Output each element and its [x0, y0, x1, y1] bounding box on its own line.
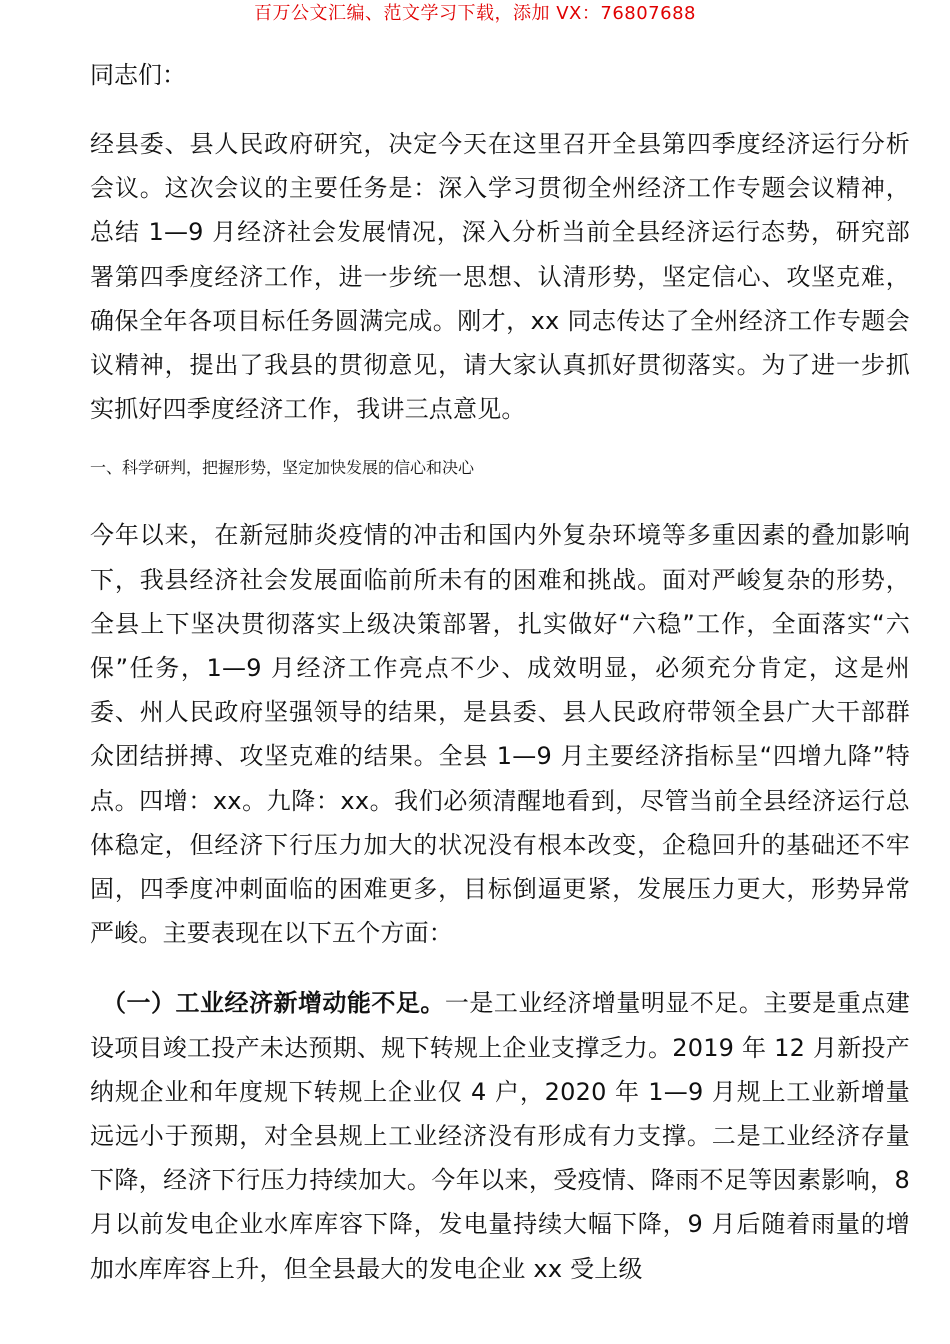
section-heading-1: 一、科学研判，把握形势，坚定加快发展的信心和决心: [90, 458, 475, 478]
subsection-heading-1: （一）工业经济新增动能不足。: [102, 989, 445, 1018]
greeting: 同志们：: [90, 61, 186, 89]
watermark-header: 百万公文汇编、范文学习下载，添加 VX：76807688: [254, 3, 696, 24]
paragraph-intro: 经县委、县人民政府研究，决定今天在这里召开全县第四季度经济运行分析会议。这次会议的主要任务是：深入学习贯彻全州经济工作专题会议精神，总结 1—9 月经济社会发展情况，深入分析当前全县经济运行态势，研究部署第四季度经济工作，进一步统一思想、认清形势，坚定信心、攻坚克难，确保全年各项目标任务圆满完成。刚才，xx 同志传达了全州经济工作专题会议精神，提出了我县的贯彻意见，请大家认真抓好贯彻落实。为了进一步抓实抓好四季度经济工作，我讲三点意见。: [90, 130, 910, 424]
paragraph-situation: 今年以来，在新冠肺炎疫情的冲击和国内外复杂环境等多重因素的叠加影响下，我县经济社会发展面临前所未有的困难和挑战。面对严峻复杂的形势，全县上下坚决贯彻落实上级决策部署，扎实做好“六稳”工作，全面落实“六保”任务，1—9 月经济工作亮点不少、成效明显，必须充分肯定，这是州委、州人民政府坚强领导的结果，是县委、县人民政府带领全县广大干部群众团结拼搏、攻坚克难的结果。全县 1—9 月主要经济指标呈“四增九降”特点。四增：xx。九降：xx。我们必须清醒地看到，尽管当前全县经济运行总体稳定，但经济下行压力加大的状况没有根本改变，企稳回升的基础还不牢固，四季度冲刺面临的困难更多，目标倒逼更紧，发展压力更大，形势异常严峻。主要表现在以下五个方面：: [90, 521, 910, 948]
paragraph-industry-text: 一是工业经济增量明显不足。主要是重点建设项目竣工投产未达预期、规下转规上企业支撑乏力。2019 年 12 月新投产纳规企业和年度规下转规上企业仅 4 户，2020 年 1—9 月规上工业新增量远远小于预期，对全县规上工业经济没有形成有力支撑。二是工业经济存量下降，经济下行压力持续加大。今年以来，受疫情、降雨不足等因素影响，8 月以前发电企业水库库容下降，发电量持续大幅下降，9 月后随着雨量的增加水库库容上升，但全县最大的发电企业 xx 受上级: [90, 989, 910, 1283]
document-body: [90, 58, 910, 1291]
paragraph-industry: [90, 981, 910, 1290]
